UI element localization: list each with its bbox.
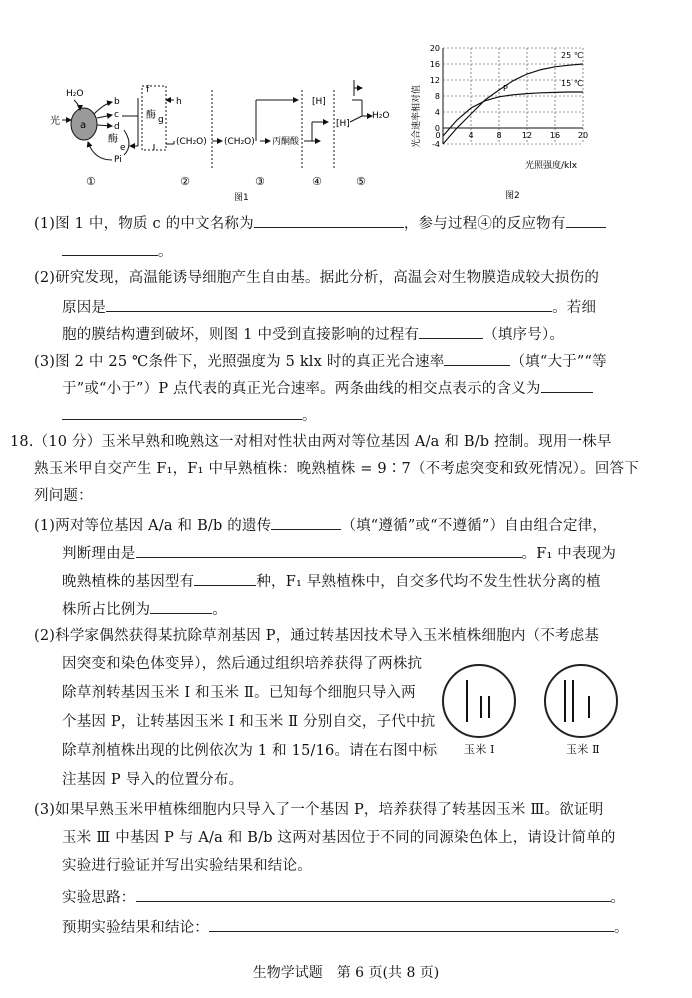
q17-part2-line2 xyxy=(62,296,596,318)
process-number-2: ② xyxy=(180,175,190,188)
q18-part3-line5 xyxy=(62,916,629,938)
chart-x-tick-label: 8 xyxy=(496,131,502,140)
q18-p1-text-d: 。F₁ 中表现为 xyxy=(521,546,617,562)
q17-p2-text-c: 。若细 xyxy=(552,300,597,316)
label-h2o-out: H₂O xyxy=(372,111,390,121)
q17-p2-text-a: (2)研究发现，高温能诱导细胞产生自由基。据此分析，高温会对生物膜造成较大损伤的 xyxy=(34,270,600,286)
label-h-2: [H] xyxy=(336,119,350,129)
process-number-5: ⑤ xyxy=(356,175,366,188)
chart-y-tick-label: -4 xyxy=(432,140,440,149)
q18-p2-text-f: 注基因 P 导入的位置分布。 xyxy=(62,772,244,788)
q17-p1-text-c: 。 xyxy=(158,244,173,260)
chart-y-tick-label: 8 xyxy=(434,92,440,101)
chart-x-tick-label: 12 xyxy=(521,131,533,140)
chart-x-tick-label: 20 xyxy=(577,131,589,140)
label-enzyme-2: 酶 xyxy=(146,110,156,121)
q18-part1-line1 xyxy=(34,514,607,536)
q17-p3-text-c: 于”或“小于”）P 点代表的真正光合速率。两条曲线的相交点表示的含义为 xyxy=(62,381,541,397)
chart-series-label: 25 ℃ xyxy=(561,51,583,60)
label-h: h xyxy=(176,97,182,107)
q18-p2-text-b: 因突变和染色体变异），然后通过组织培养获得了两株抗 xyxy=(62,656,423,672)
chromosome xyxy=(488,696,490,718)
label-f: f xyxy=(146,85,150,95)
chromosome xyxy=(480,696,482,718)
q18-p3-text-a: (3)如果早熟玉米甲植株细胞内只导入了一个基因 P，培养获得了转基因玉米 Ⅲ。欲证明 xyxy=(34,802,604,818)
label-e: e xyxy=(120,143,126,153)
q18-p2-text-d: 个基因 P，让转基因玉米 Ⅰ 和玉米 Ⅱ 分别自交，子代中抗 xyxy=(62,714,436,730)
q18-part2-line1 xyxy=(34,626,599,646)
q18-part2-line6 xyxy=(62,770,243,790)
label-c: c xyxy=(114,110,119,120)
label-pyruvate: 丙酮酸 xyxy=(272,137,300,147)
cell-maize-2[interactable] xyxy=(544,664,618,738)
chart-ylabel: 光合速率相对值 xyxy=(412,84,422,148)
fig1-caption: 图1 xyxy=(234,193,249,203)
answer-blank[interactable] xyxy=(271,514,341,530)
process-number-4: ④ xyxy=(312,175,322,188)
chromosome xyxy=(466,680,468,722)
page-footer: 生物学试题 第 6 页(共 8 页) xyxy=(252,965,440,981)
q18-stem-line3 xyxy=(34,486,93,506)
label-ch2o-1: (CH₂O) xyxy=(176,137,207,147)
q18-p1-text-b: （填“遵循”或“不遵循”）自由组合定律， xyxy=(341,518,608,534)
q18-part1-line3 xyxy=(62,570,601,592)
q18-p1-text-g: 株所占比例为 xyxy=(62,602,151,618)
q18-part3-line1 xyxy=(34,800,603,820)
label-h2o: H₂O xyxy=(66,89,84,99)
q18-p1-text-e: 晚熟植株的基因型有 xyxy=(62,574,195,590)
q17-p2-text-e: （填序号）。 xyxy=(483,327,565,343)
cell-maize-2-label: 玉米 Ⅱ xyxy=(566,743,600,756)
cell-maize-1[interactable] xyxy=(442,664,516,738)
q17-part3-line2 xyxy=(62,377,593,399)
q17-p3-text-d: 。 xyxy=(302,408,317,424)
label-g: g xyxy=(158,115,164,125)
label-ch2o-2: (CH₂O) xyxy=(224,137,255,147)
answer-blank[interactable] xyxy=(150,598,212,614)
chart-y-tick-label: 12 xyxy=(429,76,440,85)
q18-stem-text-2: 熟玉米甲自交产生 F₁，F₁ 中早熟植株：晚熟植株 = 9∶7（不考虑突变和致死情况）。回答下 xyxy=(34,461,639,477)
q18-p3-text-c: 实验进行验证并写出实验结果和结论。 xyxy=(62,858,312,874)
chart-x-tick-label: 16 xyxy=(549,131,561,140)
q18-stem-text-3: 列问题： xyxy=(34,488,93,504)
label-light: 光 xyxy=(50,116,60,127)
q17-p3-text-a: (3)图 2 中 25 ℃条件下，光照强度为 5 klx 时的真正光合速率 xyxy=(34,354,445,370)
q18-p3-text-d: 实验思路： xyxy=(62,890,136,906)
q18-part3-line2 xyxy=(62,828,616,848)
q18-part2-line2 xyxy=(62,654,422,674)
q18-p1-text-h: 。 xyxy=(212,602,227,618)
chart-y-tick-label: 16 xyxy=(429,60,440,69)
q18-stem-line1 xyxy=(10,432,612,452)
q17-part2-line1 xyxy=(34,268,599,288)
answer-blank[interactable] xyxy=(106,296,552,312)
answer-blank[interactable] xyxy=(62,240,158,256)
chart-y-tick-label: 0 xyxy=(434,124,440,133)
q18-p1-text-f: 种，F₁ 早熟植株中，自交多代均不发生性状分离的植 xyxy=(256,574,601,590)
q18-part2-line4 xyxy=(62,712,435,732)
answer-blank[interactable] xyxy=(444,350,510,366)
answer-blank[interactable] xyxy=(136,542,522,558)
chromosome xyxy=(572,680,574,722)
q18-p3-text-b: 玉米 Ⅲ 中基因 P 与 A/a 和 B/b 这两对基因位于不同的同源染色体上，请设计简单的 xyxy=(62,830,616,846)
q18-part3-line3 xyxy=(62,856,312,876)
answer-blank[interactable] xyxy=(566,212,606,228)
label-d: d xyxy=(114,122,120,132)
q17-part3-line1 xyxy=(34,350,607,372)
q17-part2-line3 xyxy=(62,323,564,345)
q18-part1-line2 xyxy=(62,542,616,564)
q17-part1-line2 xyxy=(62,240,173,262)
q17-p2-text-b: 原因是 xyxy=(62,300,107,316)
q18-p2-text-c: 除草剂转基因玉米 Ⅰ 和玉米 Ⅱ。已知每个细胞只导入两 xyxy=(62,685,416,701)
q18-p1-text-c: 判断理由是 xyxy=(62,546,136,562)
chart-x-tick-label: 4 xyxy=(468,131,474,140)
figure-1 xyxy=(50,70,400,205)
cell-maize-1-label: 玉米 Ⅰ xyxy=(464,743,495,756)
label-a: a xyxy=(80,120,87,131)
process-number-1: ① xyxy=(86,175,96,188)
chart-series-label: 15 ℃ xyxy=(561,79,583,88)
answer-blank[interactable] xyxy=(254,212,404,228)
q18-stem-text-1: 18.（10 分）玉米早熟和晚熟这一对相对性状由两对等位基因 A/a 和 B/b 控制。现用一株早 xyxy=(10,434,612,450)
chart-series-line xyxy=(443,92,583,136)
q18-part1-line4 xyxy=(62,598,227,620)
label-b: b xyxy=(114,97,120,107)
chart-y-tick-label: 4 xyxy=(434,108,440,117)
fig2-caption: 图2 xyxy=(505,191,520,201)
answer-blank[interactable] xyxy=(541,377,593,393)
answer-blank[interactable] xyxy=(136,886,611,902)
label-enzyme-1: 酶 xyxy=(108,134,118,145)
chart-x-tick-label: 0 xyxy=(435,131,441,140)
chart-xlabel: 光照强度/klx xyxy=(525,161,578,171)
q18-p3-text-f: 预期实验结果和结论： xyxy=(62,920,209,936)
label-pi: Pi xyxy=(114,155,122,165)
chart-y-tick-label: 20 xyxy=(429,44,440,53)
q18-stem-line2 xyxy=(34,459,639,479)
answer-blank[interactable] xyxy=(62,404,302,420)
chromosome xyxy=(564,680,566,722)
q18-p3-text-g: 。 xyxy=(614,920,629,936)
q17-p2-text-d: 胞的膜结构遭到破坏，则图 1 中受到直接影响的过程有 xyxy=(62,327,420,343)
chart-point-label-p: P xyxy=(503,83,508,93)
answer-blank[interactable] xyxy=(419,323,483,339)
q17-p3-text-b: （填“大于”“等 xyxy=(510,354,607,370)
q18-part3-line4 xyxy=(62,886,625,908)
chart-series-line xyxy=(443,64,583,144)
process-number-3: ③ xyxy=(255,175,265,188)
q17-part1-line1 xyxy=(34,212,606,234)
q18-p2-text-a: (2)科学家偶然获得某抗除草剂基因 P，通过转基因技术导入玉米植株细胞内（不考虑基 xyxy=(34,628,600,644)
q17-p1-text-b: ，参与过程④的反应物有 xyxy=(403,216,566,232)
q18-p3-text-e: 。 xyxy=(610,890,626,906)
q18-p1-text-a: (1)两对等位基因 A/a 和 B/b 的遗传 xyxy=(34,518,272,534)
figure-2-chart xyxy=(405,38,605,203)
q17-part3-line3 xyxy=(62,404,317,426)
chromosome xyxy=(588,696,590,718)
label-h-1: [H] xyxy=(312,97,326,107)
q18-part2-line5 xyxy=(62,741,437,761)
answer-blank[interactable] xyxy=(209,916,614,932)
q18-p2-text-e: 除草剂植株出现的比例依次为 1 和 15/16。请在右图中标 xyxy=(62,743,438,759)
q18-part2-line3 xyxy=(62,683,416,703)
q17-p1-text-a: (1)图 1 中，物质 c 的中文名称为 xyxy=(34,216,254,232)
answer-blank[interactable] xyxy=(194,570,256,586)
